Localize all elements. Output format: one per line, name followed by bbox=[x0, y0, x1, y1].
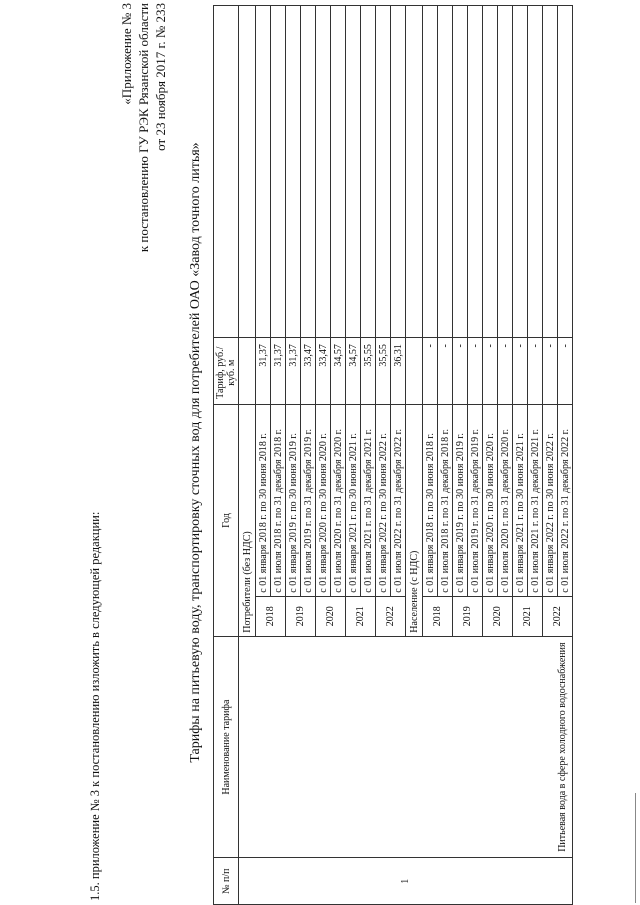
appendix-line-3: от 23 ноября 2017 г. № 233 bbox=[153, 3, 168, 151]
period-cell: с 01 января 2022 г. по 30 июня 2022 г. bbox=[376, 405, 391, 596]
tariff-cell: - bbox=[528, 338, 543, 405]
period-cell: с 01 июля 2018 г. по 31 декабря 2018 г. bbox=[271, 405, 286, 596]
header-name: Наименование тарифа bbox=[214, 636, 239, 858]
tariff-cell: - bbox=[483, 338, 498, 405]
blank-cell bbox=[346, 6, 361, 338]
year-cell: 2019 bbox=[286, 596, 316, 636]
blank-cell bbox=[376, 6, 391, 338]
period-cell: с 01 января 2021 г. по 30 июня 2021 г. bbox=[513, 405, 528, 596]
tariff-cell: 33,47 bbox=[301, 338, 316, 405]
tariff-cell: 33,47 bbox=[316, 338, 331, 405]
table-title: Тарифы на питьевую воду, транспортировку сточных вод для потребителей ОАО «Завод точного литья» bbox=[188, 142, 203, 763]
tariff-cell: 31,37 bbox=[271, 338, 286, 405]
header-blank bbox=[214, 6, 239, 338]
blank-cell bbox=[256, 6, 271, 338]
tariff-cell: - bbox=[438, 338, 453, 405]
blank-cell bbox=[239, 6, 256, 338]
period-cell: с 01 июля 2021 г. по 31 декабря 2021 г. bbox=[528, 405, 543, 596]
intro-text: 1.5. приложение № 3 к постановлению изложить в следующей редакции: bbox=[88, 511, 102, 901]
period-cell: с 01 июля 2022 г. по 31 декабря 2022 г. bbox=[391, 405, 406, 596]
table-body bbox=[239, 6, 573, 905]
period-cell: с 01 января 2019 г. по 30 июня 2019 г. bbox=[286, 405, 301, 596]
tariff-cell: - bbox=[498, 338, 513, 405]
appendix-line-1: «Приложение № 3 bbox=[119, 3, 134, 105]
period-cell: с 01 июля 2022 г. по 31 декабря 2022 г. bbox=[558, 405, 573, 596]
tariff-cell: - bbox=[558, 338, 573, 405]
period-cell: с 01 июля 2021 г. по 31 декабря 2021 г. bbox=[361, 405, 376, 596]
blank-cell bbox=[468, 6, 483, 338]
tariff-cell: 35,55 bbox=[361, 338, 376, 405]
bottom-divider bbox=[635, 793, 636, 903]
blank-cell bbox=[361, 6, 376, 338]
group-label: Потребители (без НДС) bbox=[239, 405, 256, 636]
blank-cell bbox=[423, 6, 438, 338]
period-cell: с 01 января 2021 г. по 30 июня 2021 г. bbox=[346, 405, 361, 596]
tariff-cell: 35,55 bbox=[376, 338, 391, 405]
blank-cell bbox=[498, 6, 513, 338]
period-cell: с 01 января 2018 г. по 30 июня 2018 г. bbox=[423, 405, 438, 596]
blank-cell bbox=[438, 6, 453, 338]
period-cell: с 01 января 2019 г. по 30 июня 2019 г. bbox=[453, 405, 468, 596]
period-cell: с 01 января 2022 г. по 30 июня 2022 г. bbox=[543, 405, 558, 596]
period-cell: с 01 января 2018 г. по 30 июня 2018 г. bbox=[256, 405, 271, 596]
group-tariff-cell bbox=[239, 338, 256, 405]
tariff-cell: - bbox=[513, 338, 528, 405]
blank-cell bbox=[406, 6, 423, 338]
header-tariff: Тариф, руб./куб. м bbox=[214, 338, 239, 405]
tariff-cell: - bbox=[543, 338, 558, 405]
appendix-header bbox=[118, 3, 169, 252]
blank-cell bbox=[528, 6, 543, 338]
blank-cell bbox=[331, 6, 346, 338]
period-cell: с 01 июля 2020 г. по 31 декабря 2020 г. bbox=[331, 405, 346, 596]
period-cell: с 01 января 2020 г. по 30 июня 2020 г. bbox=[483, 405, 498, 596]
appendix-line-2: к постановлению ГУ РЭК Рязанской области bbox=[136, 3, 151, 253]
group-tariff-cell bbox=[406, 338, 423, 405]
tariff-cell: - bbox=[453, 338, 468, 405]
period-cell: с 01 июля 2019 г. по 31 декабря 2019 г. bbox=[468, 405, 483, 596]
period-cell: с 01 июля 2020 г. по 31 декабря 2020 г. bbox=[498, 405, 513, 596]
blank-cell bbox=[483, 6, 498, 338]
tariff-cell: 31,37 bbox=[256, 338, 271, 405]
tariff-cell: - bbox=[423, 338, 438, 405]
year-cell: 2021 bbox=[513, 596, 543, 636]
blank-cell bbox=[301, 6, 316, 338]
year-cell: 2022 bbox=[543, 596, 573, 636]
year-cell: 2019 bbox=[453, 596, 483, 636]
year-cell: 2018 bbox=[423, 596, 453, 636]
year-cell: 2020 bbox=[316, 596, 346, 636]
period-cell: с 01 января 2020 г. по 30 июня 2020 г. bbox=[316, 405, 331, 596]
group-row bbox=[239, 6, 256, 905]
blank-cell bbox=[271, 6, 286, 338]
year-cell: 2022 bbox=[376, 596, 406, 636]
group-label: Население (с НДС) bbox=[406, 405, 423, 636]
blank-cell bbox=[513, 6, 528, 338]
tariff-table bbox=[213, 5, 573, 905]
year-cell: 2021 bbox=[346, 596, 376, 636]
tariff-cell: 31,37 bbox=[286, 338, 301, 405]
tariff-cell: 34,57 bbox=[331, 338, 346, 405]
blank-cell bbox=[391, 6, 406, 338]
tariff-cell: 34,57 bbox=[346, 338, 361, 405]
blank-cell bbox=[543, 6, 558, 338]
tariff-cell: 36,31 bbox=[391, 338, 406, 405]
blank-cell bbox=[558, 6, 573, 338]
year-cell: 2018 bbox=[256, 596, 286, 636]
tariff-cell: - bbox=[468, 338, 483, 405]
year-cell: 2020 bbox=[483, 596, 513, 636]
blank-cell bbox=[453, 6, 468, 338]
blank-cell bbox=[286, 6, 301, 338]
item-name: Питьевая вода в сфере холодного водоснабжения bbox=[239, 636, 573, 858]
item-number: 1 bbox=[239, 858, 573, 905]
period-cell: с 01 июля 2018 г. по 31 декабря 2018 г. bbox=[438, 405, 453, 596]
header-period: Год bbox=[214, 405, 239, 636]
period-cell: с 01 июля 2019 г. по 31 декабря 2019 г. bbox=[301, 405, 316, 596]
header-no: № п/п bbox=[214, 858, 239, 905]
blank-cell bbox=[316, 6, 331, 338]
